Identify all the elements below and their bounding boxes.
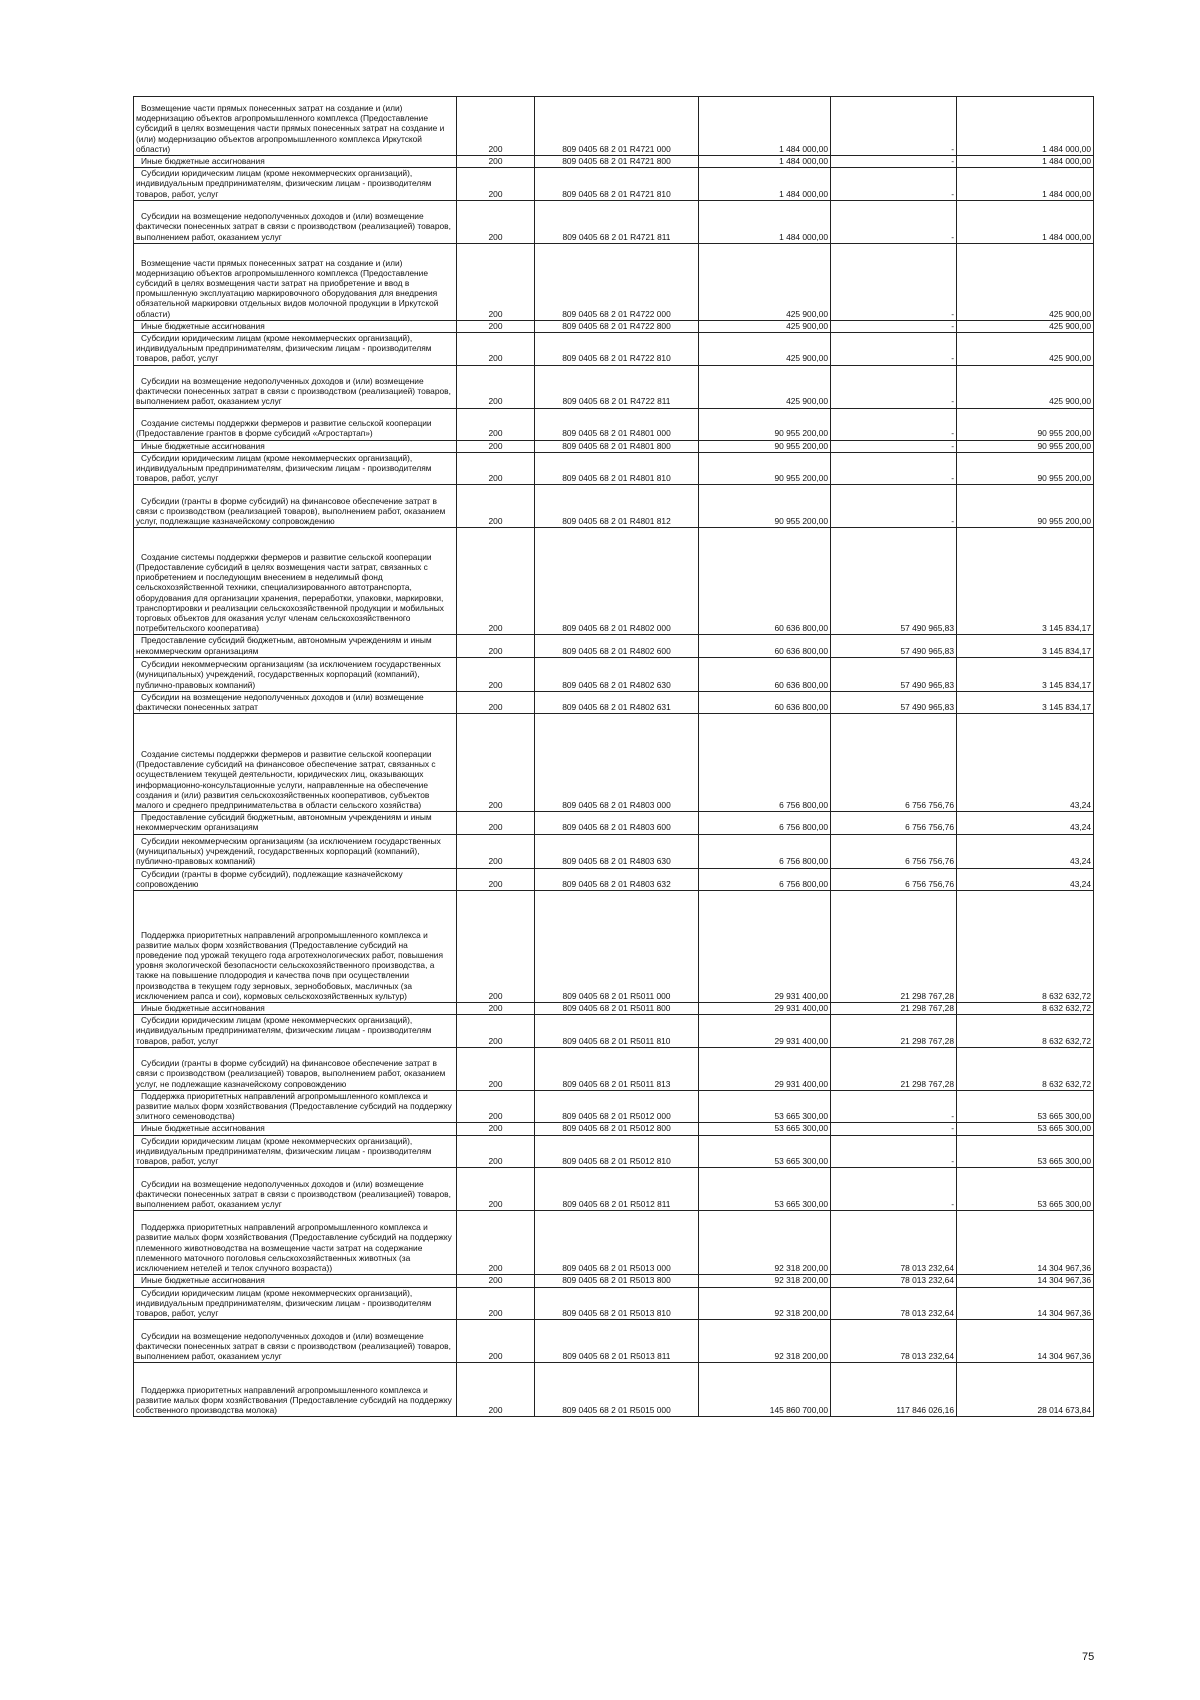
budget-execution-table-sheet bbox=[133, 96, 1093, 1417]
cell-budget-classification-code: 809 0405 68 2 01 R4803 600 bbox=[535, 812, 699, 834]
table-row bbox=[134, 868, 1094, 890]
cell-unexecuted-appropriations: 8 632 632,72 bbox=[957, 1003, 1094, 1015]
cell-indicator-name: Создание системы поддержки фермеров и развитие сельской кооперации (Предоставление субсидий в целях возмещения части затрат, связанных с приобретением и последующим внесением в неделимый фонд сельскохозяйственной техники, специализированного автотранспорта, оборудования для организации хранения, переработки, упаковки, маркировки, транспортировки и реализации сельскохозяйственной продукции и мобильных торговых объектов для оказания услуг членам сельскохозяйственного потребительского кооператива) bbox=[134, 528, 457, 635]
cell-unexecuted-appropriations: 3 145 834,17 bbox=[957, 691, 1094, 713]
table-row bbox=[134, 834, 1094, 868]
cell-unexecuted-appropriations: 425 900,00 bbox=[957, 243, 1094, 320]
table-row bbox=[134, 657, 1094, 691]
cell-executed: 57 490 965,83 bbox=[831, 657, 957, 691]
cell-unexecuted-appropriations: 425 900,00 bbox=[957, 333, 1094, 366]
table-row bbox=[134, 891, 1094, 1003]
cell-line-code: 200 bbox=[457, 1015, 535, 1048]
cell-budget-classification-code: 809 0405 68 2 01 R5013 000 bbox=[535, 1211, 699, 1275]
cell-approved-appropriations: 60 636 800,00 bbox=[699, 657, 831, 691]
table-row bbox=[134, 1168, 1094, 1211]
cell-approved-appropriations: 425 900,00 bbox=[699, 320, 831, 332]
cell-executed: 21 298 767,28 bbox=[831, 891, 957, 1003]
cell-line-code: 200 bbox=[457, 168, 535, 201]
cell-budget-classification-code: 809 0405 68 2 01 R4802 631 bbox=[535, 691, 699, 713]
cell-approved-appropriations: 425 900,00 bbox=[699, 365, 831, 408]
cell-budget-classification-code: 809 0405 68 2 01 R4801 810 bbox=[535, 452, 699, 485]
cell-line-code: 200 bbox=[457, 408, 535, 440]
cell-approved-appropriations: 6 756 800,00 bbox=[699, 812, 831, 834]
budget-execution-table bbox=[133, 96, 1094, 1417]
cell-line-code: 200 bbox=[457, 1047, 535, 1090]
cell-line-code: 200 bbox=[457, 528, 535, 635]
cell-indicator-name: Возмещение части прямых понесенных затрат на создание и (или) модернизацию объектов агропромышленного комплекса (Предоставление субсидий в целях возмещения части затрат на приобретение и ввод в промышленную эксплуатацию маркировочного оборудования для внедрения обязательной маркировки отдельных видов молочной продукции в Иркутской области) bbox=[134, 243, 457, 320]
cell-line-code: 200 bbox=[457, 691, 535, 713]
table-row bbox=[134, 1363, 1094, 1417]
cell-budget-classification-code: 809 0405 68 2 01 R5013 810 bbox=[535, 1287, 699, 1320]
cell-approved-appropriations: 53 665 300,00 bbox=[699, 1123, 831, 1135]
cell-indicator-name: Субсидии некоммерческим организациям (за исключением государственных (муниципальных) учреждений, государственных корпораций (компаний), публично-правовых компаний) bbox=[134, 657, 457, 691]
cell-unexecuted-appropriations: 53 665 300,00 bbox=[957, 1090, 1094, 1123]
cell-line-code: 200 bbox=[457, 714, 535, 812]
cell-approved-appropriations: 92 318 200,00 bbox=[699, 1320, 831, 1363]
cell-approved-appropriations: 29 931 400,00 bbox=[699, 891, 831, 1003]
cell-executed: 6 756 756,76 bbox=[831, 714, 957, 812]
cell-line-code: 200 bbox=[457, 440, 535, 452]
cell-budget-classification-code: 809 0405 68 2 01 R4801 000 bbox=[535, 408, 699, 440]
cell-unexecuted-appropriations: 8 632 632,72 bbox=[957, 1047, 1094, 1090]
table-row bbox=[134, 1047, 1094, 1090]
cell-unexecuted-appropriations: 425 900,00 bbox=[957, 320, 1094, 332]
cell-unexecuted-appropriations: 28 014 673,84 bbox=[957, 1363, 1094, 1417]
cell-approved-appropriations: 425 900,00 bbox=[699, 243, 831, 320]
cell-line-code: 200 bbox=[457, 243, 535, 320]
cell-indicator-name: Поддержка приоритетных направлений агропромышленного комплекса и развитие малых форм хозяйствования (Предоставление субсидий на поддержку собственного производства молока) bbox=[134, 1363, 457, 1417]
table-row bbox=[134, 200, 1094, 243]
cell-approved-appropriations: 90 955 200,00 bbox=[699, 485, 831, 528]
cell-indicator-name: Субсидии юридическим лицам (кроме некоммерческих организаций), индивидуальным предпринимателям, физическим лицам - производителям товаров, работ, услуг bbox=[134, 1015, 457, 1048]
table-row bbox=[134, 1320, 1094, 1363]
cell-unexecuted-appropriations: 1 484 000,00 bbox=[957, 200, 1094, 243]
cell-line-code: 200 bbox=[457, 97, 535, 156]
cell-line-code: 200 bbox=[457, 1211, 535, 1275]
cell-approved-appropriations: 1 484 000,00 bbox=[699, 200, 831, 243]
cell-line-code: 200 bbox=[457, 1123, 535, 1135]
cell-budget-classification-code: 809 0405 68 2 01 R4721 000 bbox=[535, 97, 699, 156]
cell-indicator-name: Субсидии юридическим лицам (кроме некоммерческих организаций), индивидуальным предпринимателям, физическим лицам - производителям товаров, работ, услуг bbox=[134, 1135, 457, 1168]
cell-approved-appropriations: 90 955 200,00 bbox=[699, 440, 831, 452]
cell-budget-classification-code: 809 0405 68 2 01 R4722 000 bbox=[535, 243, 699, 320]
cell-executed: 117 846 026,16 bbox=[831, 1363, 957, 1417]
table-row bbox=[134, 243, 1094, 320]
table-row bbox=[134, 1275, 1094, 1287]
cell-executed: - bbox=[831, 1135, 957, 1168]
page-number: 75 bbox=[1082, 1651, 1095, 1663]
cell-indicator-name: Поддержка приоритетных направлений агропромышленного комплекса и развитие малых форм хозяйствования (Предоставление субсидий на поддержку племенного животноводства на возмещение части затрат на содержание племенного маточного поголовья сельскохозяйственных животных (за исключением нетелей и телок случного возраста)) bbox=[134, 1211, 457, 1275]
cell-unexecuted-appropriations: 1 484 000,00 bbox=[957, 168, 1094, 201]
cell-budget-classification-code: 809 0405 68 2 01 R5015 000 bbox=[535, 1363, 699, 1417]
cell-unexecuted-appropriations: 53 665 300,00 bbox=[957, 1123, 1094, 1135]
cell-unexecuted-appropriations: 8 632 632,72 bbox=[957, 891, 1094, 1003]
cell-unexecuted-appropriations: 90 955 200,00 bbox=[957, 485, 1094, 528]
cell-executed: 6 756 756,76 bbox=[831, 868, 957, 890]
cell-approved-appropriations: 145 860 700,00 bbox=[699, 1363, 831, 1417]
cell-indicator-name: Предоставление субсидий бюджетным, автономным учреждениям и иным некоммерческим организациям bbox=[134, 635, 457, 657]
table-row bbox=[134, 1135, 1094, 1168]
table-row bbox=[134, 528, 1094, 635]
cell-budget-classification-code: 809 0405 68 2 01 R4721 800 bbox=[535, 156, 699, 168]
cell-budget-classification-code: 809 0405 68 2 01 R4803 000 bbox=[535, 714, 699, 812]
cell-indicator-name: Иные бюджетные ассигнования bbox=[134, 440, 457, 452]
cell-indicator-name: Создание системы поддержки фермеров и развитие сельской кооперации (Предоставление субсидий на финансовое обеспечение затрат, связанных с осуществлением текущей деятельности, юридических лиц, оказывающих информационно-консультационные услуги, направленные на обеспечение создания и (или) развития сельскохозяйственных кооперативов, субъектов малого и среднего предпринимательства в области сельского хозяйства) bbox=[134, 714, 457, 812]
cell-approved-appropriations: 92 318 200,00 bbox=[699, 1211, 831, 1275]
table-row bbox=[134, 1015, 1094, 1048]
cell-line-code: 200 bbox=[457, 485, 535, 528]
cell-line-code: 200 bbox=[457, 891, 535, 1003]
cell-budget-classification-code: 809 0405 68 2 01 R4802 000 bbox=[535, 528, 699, 635]
cell-unexecuted-appropriations: 425 900,00 bbox=[957, 365, 1094, 408]
cell-budget-classification-code: 809 0405 68 2 01 R4802 600 bbox=[535, 635, 699, 657]
table-row bbox=[134, 320, 1094, 332]
table-row bbox=[134, 812, 1094, 834]
cell-executed: 6 756 756,76 bbox=[831, 834, 957, 868]
cell-executed: - bbox=[831, 485, 957, 528]
cell-approved-appropriations: 53 665 300,00 bbox=[699, 1135, 831, 1168]
cell-indicator-name: Субсидии юридическим лицам (кроме некоммерческих организаций), индивидуальным предпринимателям, физическим лицам - производителям товаров, работ, услуг bbox=[134, 333, 457, 366]
cell-indicator-name: Субсидии на возмещение недополученных доходов и (или) возмещение фактически понесенных затрат в связи с производством (реализацией) товаров, выполнением работ, оказанием услуг bbox=[134, 1168, 457, 1211]
cell-line-code: 200 bbox=[457, 1287, 535, 1320]
cell-line-code: 200 bbox=[457, 1090, 535, 1123]
cell-budget-classification-code: 809 0405 68 2 01 R4721 811 bbox=[535, 200, 699, 243]
cell-indicator-name: Субсидии на возмещение недополученных доходов и (или) возмещение фактически понесенных затрат в связи с производством (реализацией) товаров, выполнением работ, оказанием услуг bbox=[134, 365, 457, 408]
cell-indicator-name: Субсидии юридическим лицам (кроме некоммерческих организаций), индивидуальным предпринимателям, физическим лицам - производителям товаров, работ, услуг bbox=[134, 452, 457, 485]
cell-budget-classification-code: 809 0405 68 2 01 R4801 812 bbox=[535, 485, 699, 528]
cell-executed: 57 490 965,83 bbox=[831, 635, 957, 657]
cell-line-code: 200 bbox=[457, 156, 535, 168]
cell-line-code: 200 bbox=[457, 1135, 535, 1168]
cell-line-code: 200 bbox=[457, 200, 535, 243]
cell-line-code: 200 bbox=[457, 333, 535, 366]
cell-indicator-name: Субсидии (гранты в форме субсидий), подлежащие казначейскому сопровождению bbox=[134, 868, 457, 890]
cell-unexecuted-appropriations: 14 304 967,36 bbox=[957, 1287, 1094, 1320]
cell-line-code: 200 bbox=[457, 1320, 535, 1363]
cell-indicator-name: Субсидии (гранты в форме субсидий) на финансовое обеспечение затрат в связи с производством (реализацией товаров), выполнением работ, оказанием услуг, подлежащие казначейскому сопровождению bbox=[134, 485, 457, 528]
table-row bbox=[134, 1287, 1094, 1320]
cell-line-code: 200 bbox=[457, 834, 535, 868]
cell-line-code: 200 bbox=[457, 365, 535, 408]
cell-line-code: 200 bbox=[457, 635, 535, 657]
cell-budget-classification-code: 809 0405 68 2 01 R4802 630 bbox=[535, 657, 699, 691]
cell-executed: 57 490 965,83 bbox=[831, 528, 957, 635]
cell-budget-classification-code: 809 0405 68 2 01 R5011 800 bbox=[535, 1003, 699, 1015]
cell-indicator-name: Возмещение части прямых понесенных затрат на создание и (или) модернизацию объектов агропромышленного комплекса (Предоставление субсидий в целях возмещения части прямых понесенных затрат на создание и (или) модернизацию объектов агропромышленного комплекса Иркутской области) bbox=[134, 97, 457, 156]
cell-executed: 78 013 232,64 bbox=[831, 1275, 957, 1287]
table-row bbox=[134, 691, 1094, 713]
table-row bbox=[134, 365, 1094, 408]
cell-unexecuted-appropriations: 14 304 967,36 bbox=[957, 1275, 1094, 1287]
cell-indicator-name: Поддержка приоритетных направлений агропромышленного комплекса и развитие малых форм хозяйствования (Предоставление субсидий на поддержку элитного семеноводства) bbox=[134, 1090, 457, 1123]
cell-indicator-name: Иные бюджетные ассигнования bbox=[134, 1123, 457, 1135]
cell-unexecuted-appropriations: 90 955 200,00 bbox=[957, 440, 1094, 452]
cell-indicator-name: Субсидии (гранты в форме субсидий) на финансовое обеспечение затрат в связи с производством (реализацией) товаров, выполнением работ, оказанием услуг, не подлежащие казначейскому сопровождению bbox=[134, 1047, 457, 1090]
cell-budget-classification-code: 809 0405 68 2 01 R5012 811 bbox=[535, 1168, 699, 1211]
cell-budget-classification-code: 809 0405 68 2 01 R4722 811 bbox=[535, 365, 699, 408]
table-row bbox=[134, 408, 1094, 440]
cell-approved-appropriations: 29 931 400,00 bbox=[699, 1015, 831, 1048]
cell-indicator-name: Субсидии юридическим лицам (кроме некоммерческих организаций), индивидуальным предпринимателям, физическим лицам - производителям товаров, работ, услуг bbox=[134, 1287, 457, 1320]
cell-unexecuted-appropriations: 3 145 834,17 bbox=[957, 635, 1094, 657]
cell-unexecuted-appropriations: 43,24 bbox=[957, 834, 1094, 868]
cell-budget-classification-code: 809 0405 68 2 01 R5013 811 bbox=[535, 1320, 699, 1363]
cell-budget-classification-code: 809 0405 68 2 01 R5012 800 bbox=[535, 1123, 699, 1135]
cell-line-code: 200 bbox=[457, 657, 535, 691]
cell-line-code: 200 bbox=[457, 812, 535, 834]
cell-approved-appropriations: 90 955 200,00 bbox=[699, 452, 831, 485]
cell-executed: - bbox=[831, 200, 957, 243]
cell-line-code: 200 bbox=[457, 1003, 535, 1015]
cell-line-code: 200 bbox=[457, 1275, 535, 1287]
table-body bbox=[134, 97, 1094, 1417]
cell-approved-appropriations: 53 665 300,00 bbox=[699, 1168, 831, 1211]
cell-executed: - bbox=[831, 365, 957, 408]
cell-executed: - bbox=[831, 156, 957, 168]
cell-approved-appropriations: 29 931 400,00 bbox=[699, 1047, 831, 1090]
cell-budget-classification-code: 809 0405 68 2 01 R4801 800 bbox=[535, 440, 699, 452]
cell-executed: - bbox=[831, 452, 957, 485]
cell-unexecuted-appropriations: 8 632 632,72 bbox=[957, 1015, 1094, 1048]
cell-executed: 78 013 232,64 bbox=[831, 1320, 957, 1363]
cell-approved-appropriations: 425 900,00 bbox=[699, 333, 831, 366]
cell-indicator-name: Иные бюджетные ассигнования bbox=[134, 320, 457, 332]
cell-unexecuted-appropriations: 14 304 967,36 bbox=[957, 1320, 1094, 1363]
cell-executed: - bbox=[831, 1168, 957, 1211]
cell-indicator-name: Иные бюджетные ассигнования bbox=[134, 1275, 457, 1287]
table-row bbox=[134, 156, 1094, 168]
cell-line-code: 200 bbox=[457, 452, 535, 485]
cell-budget-classification-code: 809 0405 68 2 01 R4803 630 bbox=[535, 834, 699, 868]
cell-indicator-name: Субсидии на возмещение недополученных доходов и (или) возмещение фактически понесенных затрат в связи с производством (реализацией) товаров, выполнением работ, оказанием услуг bbox=[134, 1320, 457, 1363]
cell-executed: - bbox=[831, 1123, 957, 1135]
cell-executed: 78 013 232,64 bbox=[831, 1287, 957, 1320]
cell-executed: - bbox=[831, 320, 957, 332]
cell-executed: - bbox=[831, 408, 957, 440]
cell-unexecuted-appropriations: 53 665 300,00 bbox=[957, 1168, 1094, 1211]
cell-unexecuted-appropriations: 14 304 967,36 bbox=[957, 1211, 1094, 1275]
cell-approved-appropriations: 53 665 300,00 bbox=[699, 1090, 831, 1123]
table-row bbox=[134, 440, 1094, 452]
cell-executed: 21 298 767,28 bbox=[831, 1015, 957, 1048]
cell-unexecuted-appropriations: 3 145 834,17 bbox=[957, 657, 1094, 691]
cell-indicator-name: Поддержка приоритетных направлений агропромышленного комплекса и развитие малых форм хозяйствования (Предоставление субсидий на проведение под урожай текущего года агротехнологических работ, повышения уровня экологической безопасности сельскохозяйственного производства, а также на повышение плодородия и качества почв при осуществлении производства в текущем году зерновых, зернобобовых, масличных (за исключением рапса и сои), кормовых сельскохозяйственных культур) bbox=[134, 891, 457, 1003]
table-row bbox=[134, 635, 1094, 657]
cell-indicator-name: Субсидии на возмещение недополученных доходов и (или) возмещение фактически понесенных затрат bbox=[134, 691, 457, 713]
cell-unexecuted-appropriations: 1 484 000,00 bbox=[957, 156, 1094, 168]
cell-indicator-name: Иные бюджетные ассигнования bbox=[134, 1003, 457, 1015]
cell-indicator-name: Субсидии юридическим лицам (кроме некоммерческих организаций), индивидуальным предпринимателям, физическим лицам - производителям товаров, работ, услуг bbox=[134, 168, 457, 201]
table-row bbox=[134, 1090, 1094, 1123]
cell-approved-appropriations: 60 636 800,00 bbox=[699, 691, 831, 713]
table-row bbox=[134, 485, 1094, 528]
cell-approved-appropriations: 60 636 800,00 bbox=[699, 528, 831, 635]
cell-budget-classification-code: 809 0405 68 2 01 R5011 000 bbox=[535, 891, 699, 1003]
cell-unexecuted-appropriations: 43,24 bbox=[957, 714, 1094, 812]
cell-executed: - bbox=[831, 440, 957, 452]
cell-executed: - bbox=[831, 1090, 957, 1123]
cell-budget-classification-code: 809 0405 68 2 01 R5011 813 bbox=[535, 1047, 699, 1090]
cell-indicator-name: Иные бюджетные ассигнования bbox=[134, 156, 457, 168]
table-row bbox=[134, 1211, 1094, 1275]
cell-unexecuted-appropriations: 90 955 200,00 bbox=[957, 452, 1094, 485]
cell-budget-classification-code: 809 0405 68 2 01 R5012 810 bbox=[535, 1135, 699, 1168]
cell-executed: 6 756 756,76 bbox=[831, 812, 957, 834]
cell-approved-appropriations: 6 756 800,00 bbox=[699, 834, 831, 868]
cell-approved-appropriations: 1 484 000,00 bbox=[699, 168, 831, 201]
table-row bbox=[134, 1123, 1094, 1135]
cell-budget-classification-code: 809 0405 68 2 01 R4722 800 bbox=[535, 320, 699, 332]
cell-approved-appropriations: 90 955 200,00 bbox=[699, 408, 831, 440]
cell-budget-classification-code: 809 0405 68 2 01 R4803 632 bbox=[535, 868, 699, 890]
cell-approved-appropriations: 1 484 000,00 bbox=[699, 97, 831, 156]
cell-approved-appropriations: 1 484 000,00 bbox=[699, 156, 831, 168]
table-row bbox=[134, 168, 1094, 201]
cell-executed: 57 490 965,83 bbox=[831, 691, 957, 713]
table-row bbox=[134, 97, 1094, 156]
cell-budget-classification-code: 809 0405 68 2 01 R4722 810 bbox=[535, 333, 699, 366]
cell-indicator-name: Предоставление субсидий бюджетным, автономным учреждениям и иным некоммерческим организациям bbox=[134, 812, 457, 834]
table-row bbox=[134, 333, 1094, 366]
cell-approved-appropriations: 6 756 800,00 bbox=[699, 868, 831, 890]
cell-budget-classification-code: 809 0405 68 2 01 R5012 000 bbox=[535, 1090, 699, 1123]
cell-budget-classification-code: 809 0405 68 2 01 R5013 800 bbox=[535, 1275, 699, 1287]
cell-line-code: 200 bbox=[457, 868, 535, 890]
cell-indicator-name: Субсидии на возмещение недополученных доходов и (или) возмещение фактически понесенных затрат в связи с производством (реализацией) товаров, выполнением работ, оказанием услуг bbox=[134, 200, 457, 243]
cell-executed: 78 013 232,64 bbox=[831, 1211, 957, 1275]
cell-line-code: 200 bbox=[457, 1363, 535, 1417]
cell-executed: 21 298 767,28 bbox=[831, 1047, 957, 1090]
cell-unexecuted-appropriations: 43,24 bbox=[957, 812, 1094, 834]
cell-unexecuted-appropriations: 3 145 834,17 bbox=[957, 528, 1094, 635]
cell-budget-classification-code: 809 0405 68 2 01 R5011 810 bbox=[535, 1015, 699, 1048]
cell-unexecuted-appropriations: 90 955 200,00 bbox=[957, 408, 1094, 440]
cell-executed: - bbox=[831, 243, 957, 320]
cell-unexecuted-appropriations: 43,24 bbox=[957, 868, 1094, 890]
cell-executed: - bbox=[831, 97, 957, 156]
cell-executed: - bbox=[831, 333, 957, 366]
cell-approved-appropriations: 29 931 400,00 bbox=[699, 1003, 831, 1015]
cell-approved-appropriations: 60 636 800,00 bbox=[699, 635, 831, 657]
cell-approved-appropriations: 6 756 800,00 bbox=[699, 714, 831, 812]
table-row bbox=[134, 452, 1094, 485]
cell-budget-classification-code: 809 0405 68 2 01 R4721 810 bbox=[535, 168, 699, 201]
cell-unexecuted-appropriations: 53 665 300,00 bbox=[957, 1135, 1094, 1168]
cell-approved-appropriations: 92 318 200,00 bbox=[699, 1287, 831, 1320]
cell-executed: - bbox=[831, 168, 957, 201]
cell-approved-appropriations: 92 318 200,00 bbox=[699, 1275, 831, 1287]
cell-unexecuted-appropriations: 1 484 000,00 bbox=[957, 97, 1094, 156]
cell-executed: 21 298 767,28 bbox=[831, 1003, 957, 1015]
cell-indicator-name: Субсидии некоммерческим организациям (за исключением государственных (муниципальных) учреждений, государственных корпораций (компаний), публично-правовых компаний) bbox=[134, 834, 457, 868]
table-row bbox=[134, 1003, 1094, 1015]
cell-line-code: 200 bbox=[457, 1168, 535, 1211]
cell-line-code: 200 bbox=[457, 320, 535, 332]
cell-indicator-name: Создание системы поддержки фермеров и развитие сельской кооперации (Предоставление грантов в форме субсидий «Агростартап») bbox=[134, 408, 457, 440]
table-row bbox=[134, 714, 1094, 812]
